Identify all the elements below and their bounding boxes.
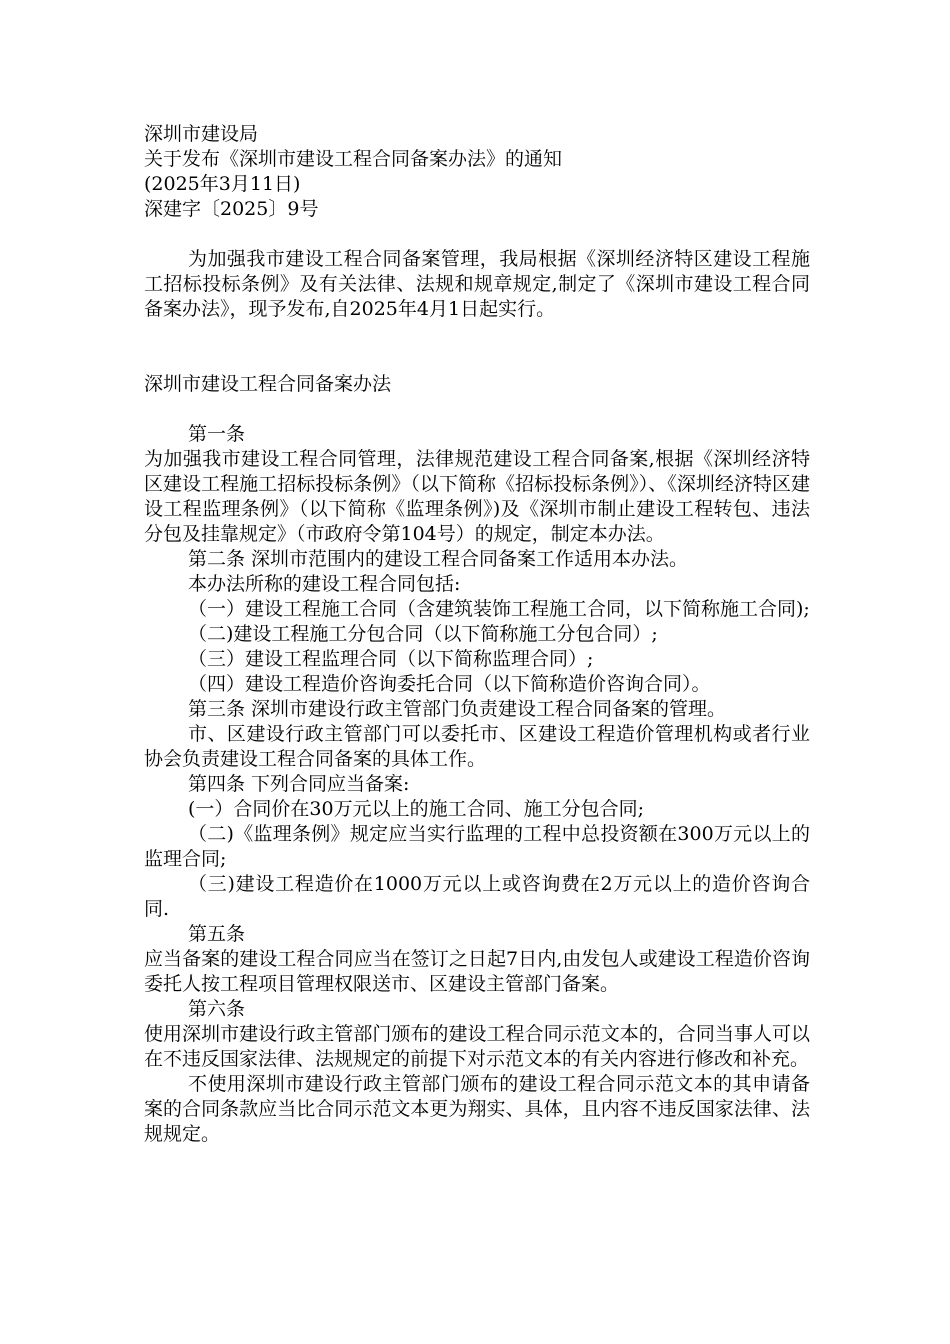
article-4-item-3: （三)建设工程造价在1000万元以上或咨询费在2万元以上的造价咨询合同. xyxy=(144,873,810,920)
article-4-text: 第四条 下列合同应当备案: xyxy=(188,773,410,795)
article-4-item-1: (一）合同价在30万元以上的施工合同、施工分包合同; xyxy=(188,798,644,820)
article-5-heading: 第五条 xyxy=(188,923,246,945)
article-2-scope: 本办法所称的建设工程合同包括: xyxy=(188,573,461,595)
article-3-text-2: 市、区建设行政主管部门可以委托市、区建设工程造价管理机构或者行业协会负责建设工程合同备案的具体工作。 xyxy=(144,723,810,770)
law-title: 深圳市建设工程合同备案办法 xyxy=(144,373,392,395)
spacer xyxy=(144,222,810,247)
document-page xyxy=(144,122,810,1147)
article-6-text-2: 不使用深圳市建设行政主管部门颁布的建设工程合同示范文本的其申请备案的合同条款应当比合同示范文本更为翔实、具体，且内容不违反国家法律、法规规定。 xyxy=(144,1073,810,1145)
issuer: 深圳市建设局 xyxy=(144,123,259,145)
article-2-item-2: （二)建设工程施工分包合同（以下简称施工分包合同）; xyxy=(188,623,658,645)
article-2-item-4: （四）建设工程造价咨询委托合同（以下简称造价咨询合同）。 xyxy=(188,673,711,695)
article-4-item-2: （二)《监理条例》规定应当实行监理的工程中总投资额在300万元以上的监理合同; xyxy=(144,823,810,870)
notice-date: (2025年3月11日) xyxy=(144,173,301,195)
notice-title: 关于发布《深圳市建设工程合同备案办法》的通知 xyxy=(144,148,563,170)
document-number: 深建字〔2025〕9号 xyxy=(144,198,319,220)
spacer xyxy=(144,322,810,372)
spacer xyxy=(144,397,810,422)
article-1-text: 为加强我市建设工程合同管理，法律规范建设工程合同备案,根据《深圳经济特区建设工程施工招标投标条例》（以下简称《招标投标条例》）、《深圳经济特区建设工程监理条例》（以下简称《监理条例》)及《深圳市制止建设工程转包、违法分包及挂靠规定》（市政府令第104号）的规定，制定本办法。 xyxy=(144,448,810,545)
article-2-item-3: （三）建设工程监理合同（以下简称监理合同）; xyxy=(188,648,594,670)
article-1-heading: 第一条 xyxy=(188,423,246,445)
intro-paragraph: 为加强我市建设工程合同备案管理，我局根据《深圳经济特区建设工程施工招标投标条例》及有关法律、法规和规章规定,制定了《深圳市建设工程合同备案办法》，现予发布,自2025年4月1日起实行。 xyxy=(144,248,810,320)
article-6-text: 使用深圳市建设行政主管部门颁布的建设工程合同示范文本的，合同当事人可以在不违反国家法律、法规规定的前提下对示范文本的有关内容进行修改和补充。 xyxy=(144,1023,810,1070)
article-2-item-1: （一）建设工程施工合同（含建筑装饰工程施工合同，以下简称施工合同); xyxy=(188,598,810,620)
article-3-text: 第三条 深圳市建设行政主管部门负责建设工程合同备案的管理。 xyxy=(188,698,727,720)
article-2-text: 第二条 深圳市范围内的建设工程合同备案工作适用本办法。 xyxy=(188,548,689,570)
article-5-text: 应当备案的建设工程合同应当在签订之日起7日内,由发包人或建设工程造价咨询委托人按工程项目管理权限送市、区建设主管部门备案。 xyxy=(144,948,810,995)
article-6-heading: 第六条 xyxy=(188,998,246,1020)
